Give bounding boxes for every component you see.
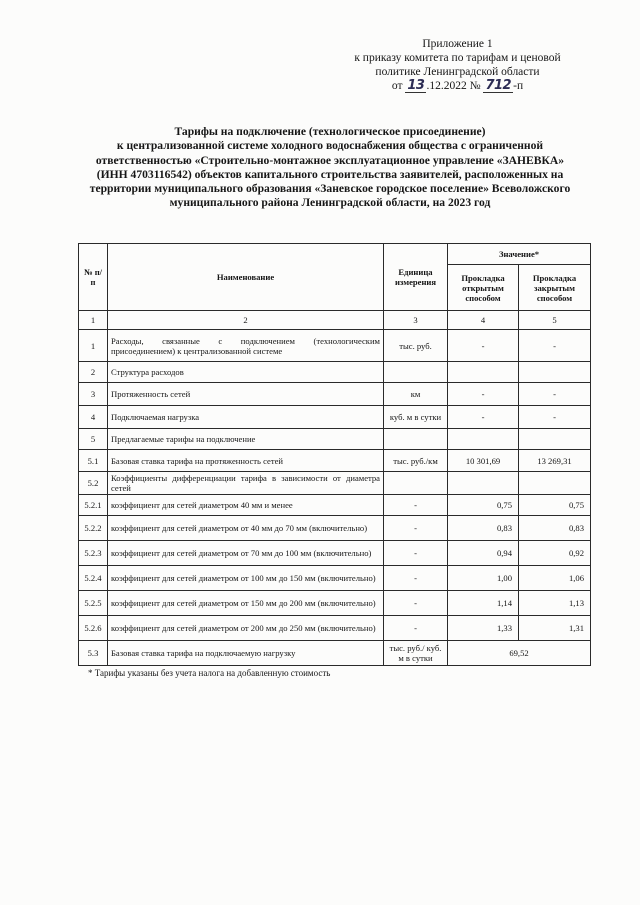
- row-value-closed: 0,75: [519, 495, 591, 516]
- row-value-open: [448, 472, 519, 495]
- row-value-combined: 69,52: [448, 641, 591, 666]
- row-value-closed: [519, 362, 591, 383]
- row-unit: -: [384, 591, 448, 616]
- row-name: Базовая ставка тарифа на подключаемую нагрузку: [108, 641, 384, 666]
- table-row: [79, 495, 591, 516]
- row-unit: -: [384, 616, 448, 641]
- row-value-open: 0,75: [448, 495, 519, 516]
- appendix-line-2: к приказу комитета по тарифам и ценовой: [354, 52, 561, 64]
- row-number: 5: [79, 429, 108, 450]
- row-value-open: 10 301,69: [448, 450, 519, 472]
- appendix-header: [330, 37, 585, 93]
- row-name: Предлагаемые тарифы на подключение: [108, 429, 384, 450]
- row-unit: [384, 362, 448, 383]
- row-unit: тыс. руб./ куб. м в сутки: [384, 641, 448, 666]
- row-number: 5.2.5: [79, 591, 108, 616]
- row-name: коэффициент для сетей диаметром от 150 мм до 200 мм (включительно): [108, 591, 384, 616]
- table-row: [79, 330, 591, 362]
- title-line-3: ответственностью «Строительно-монтажное эксплуатационное управление «ЗАНЕВКА»: [95, 153, 565, 167]
- column-numbers-row: [79, 311, 591, 330]
- title-line-5: территории муниципального образования «Заневское городское поселение» Всеволожского: [89, 182, 571, 196]
- row-value-open: 0,94: [448, 541, 519, 566]
- row-value-closed: -: [519, 406, 591, 429]
- row-unit: куб. м в сутки: [384, 406, 448, 429]
- row-value-closed: 1,06: [519, 566, 591, 591]
- footnote: * Тарифы указаны без учета налога на добавленную стоимость: [88, 668, 331, 678]
- header-name: Наименование: [108, 244, 384, 311]
- row-number: 5.2.6: [79, 616, 108, 641]
- column-number: 2: [108, 311, 384, 330]
- title-line-4: (ИНН 4703116542) объектов капитального строительства заявителей, расположенных на: [96, 167, 564, 181]
- row-unit: тыс. руб.: [384, 330, 448, 362]
- row-value-closed: -: [519, 383, 591, 406]
- table-row: [79, 516, 591, 541]
- row-name: Подключаемая нагрузка: [108, 406, 384, 429]
- table-row: [79, 566, 591, 591]
- row-value-open: -: [448, 383, 519, 406]
- row-unit: тыс. руб./км: [384, 450, 448, 472]
- order-suffix: -п: [513, 80, 524, 92]
- row-number: 5.2.2: [79, 516, 108, 541]
- table-row: [79, 616, 591, 641]
- row-unit: -: [384, 566, 448, 591]
- row-value-open: -: [448, 406, 519, 429]
- header-open-method: Прокладка открытым способом: [448, 265, 519, 311]
- appendix-line-3: политике Ленинградской области: [375, 66, 540, 78]
- tariffs-body: [79, 311, 591, 666]
- row-unit: -: [384, 516, 448, 541]
- table-row: [79, 450, 591, 472]
- header-value: Значение*: [448, 244, 591, 265]
- row-number: 1: [79, 330, 108, 362]
- table-row: [79, 641, 591, 666]
- row-value-closed: [519, 429, 591, 450]
- row-number: 5.2.4: [79, 566, 108, 591]
- row-unit: [384, 429, 448, 450]
- handwritten-order-number: 712: [485, 78, 512, 93]
- row-value-closed: 1,31: [519, 616, 591, 641]
- table-row: [79, 472, 591, 495]
- column-number: 4: [448, 311, 519, 330]
- row-value-open: 1,14: [448, 591, 519, 616]
- title-line-6: муниципального района Ленинградской области, на 2023 год: [169, 196, 491, 210]
- row-value-closed: 1,13: [519, 591, 591, 616]
- table-row: [79, 591, 591, 616]
- column-number: 5: [519, 311, 591, 330]
- row-unit: -: [384, 495, 448, 516]
- appendix-line-1: Приложение 1: [422, 38, 493, 50]
- row-unit: -: [384, 541, 448, 566]
- row-name: Структура расходов: [108, 362, 384, 383]
- title-line-1: Тарифы на подключение (технологическое присоединение): [174, 125, 486, 138]
- header-num: № п/п: [79, 244, 108, 311]
- row-number: 5.3: [79, 641, 108, 666]
- row-name: Протяженность сетей: [108, 383, 384, 406]
- row-number: 5.1: [79, 450, 108, 472]
- row-number: 4: [79, 406, 108, 429]
- row-number: 2: [79, 362, 108, 383]
- row-name: Базовая ставка тарифа на протяженность сетей: [108, 450, 384, 472]
- title-line-2: к централизованной системе холодного водоснабжения общества с ограниченной: [116, 139, 544, 153]
- row-number: 5.2: [79, 472, 108, 495]
- row-value-open: 1,00: [448, 566, 519, 591]
- header-unit: Единица измерения: [384, 244, 448, 311]
- column-number: 3: [384, 311, 448, 330]
- row-value-closed: 0,92: [519, 541, 591, 566]
- row-value-closed: 13 269,31: [519, 450, 591, 472]
- row-name: коэффициент для сетей диаметром 40 мм и менее: [108, 495, 384, 516]
- row-name: коэффициент для сетей диаметром от 40 мм до 70 мм (включительно): [108, 516, 384, 541]
- row-number: 5.2.1: [79, 495, 108, 516]
- table-row: [79, 541, 591, 566]
- document-title: [70, 125, 590, 211]
- row-unit: [384, 472, 448, 495]
- row-value-open: -: [448, 330, 519, 362]
- handwritten-day: 13: [407, 78, 425, 93]
- row-value-open: [448, 429, 519, 450]
- column-number: 1: [79, 311, 108, 330]
- row-number: 5.2.3: [79, 541, 108, 566]
- table-row: [79, 429, 591, 450]
- row-name: коэффициент для сетей диаметром от 70 мм до 100 мм (включительно): [108, 541, 384, 566]
- row-value-open: 1,33: [448, 616, 519, 641]
- table-row: [79, 383, 591, 406]
- row-value-open: 0,83: [448, 516, 519, 541]
- date-prefix: от: [391, 80, 403, 92]
- row-value-closed: 0,83: [519, 516, 591, 541]
- row-name: Расходы, связанные с подключением (технологическим присоединением) к централизованной системе: [108, 330, 384, 362]
- row-name: коэффициент для сетей диаметром от 200 мм до 250 мм (включительно): [108, 616, 384, 641]
- row-name: Коэффициенты дифференциации тарифа в зависимости от диаметра сетей: [108, 472, 384, 495]
- row-value-closed: [519, 472, 591, 495]
- row-unit: км: [384, 383, 448, 406]
- row-number: 3: [79, 383, 108, 406]
- row-name: коэффициент для сетей диаметром от 100 мм до 150 мм (включительно): [108, 566, 384, 591]
- table-row: [79, 406, 591, 429]
- date-mid: .12.2022 №: [426, 80, 481, 92]
- row-value-open: [448, 362, 519, 383]
- header-closed-method: Прокладка закрытым способом: [519, 265, 591, 311]
- tariffs-table: [78, 243, 591, 666]
- row-value-closed: -: [519, 330, 591, 362]
- order-date-line: [330, 79, 585, 93]
- table-row: [79, 362, 591, 383]
